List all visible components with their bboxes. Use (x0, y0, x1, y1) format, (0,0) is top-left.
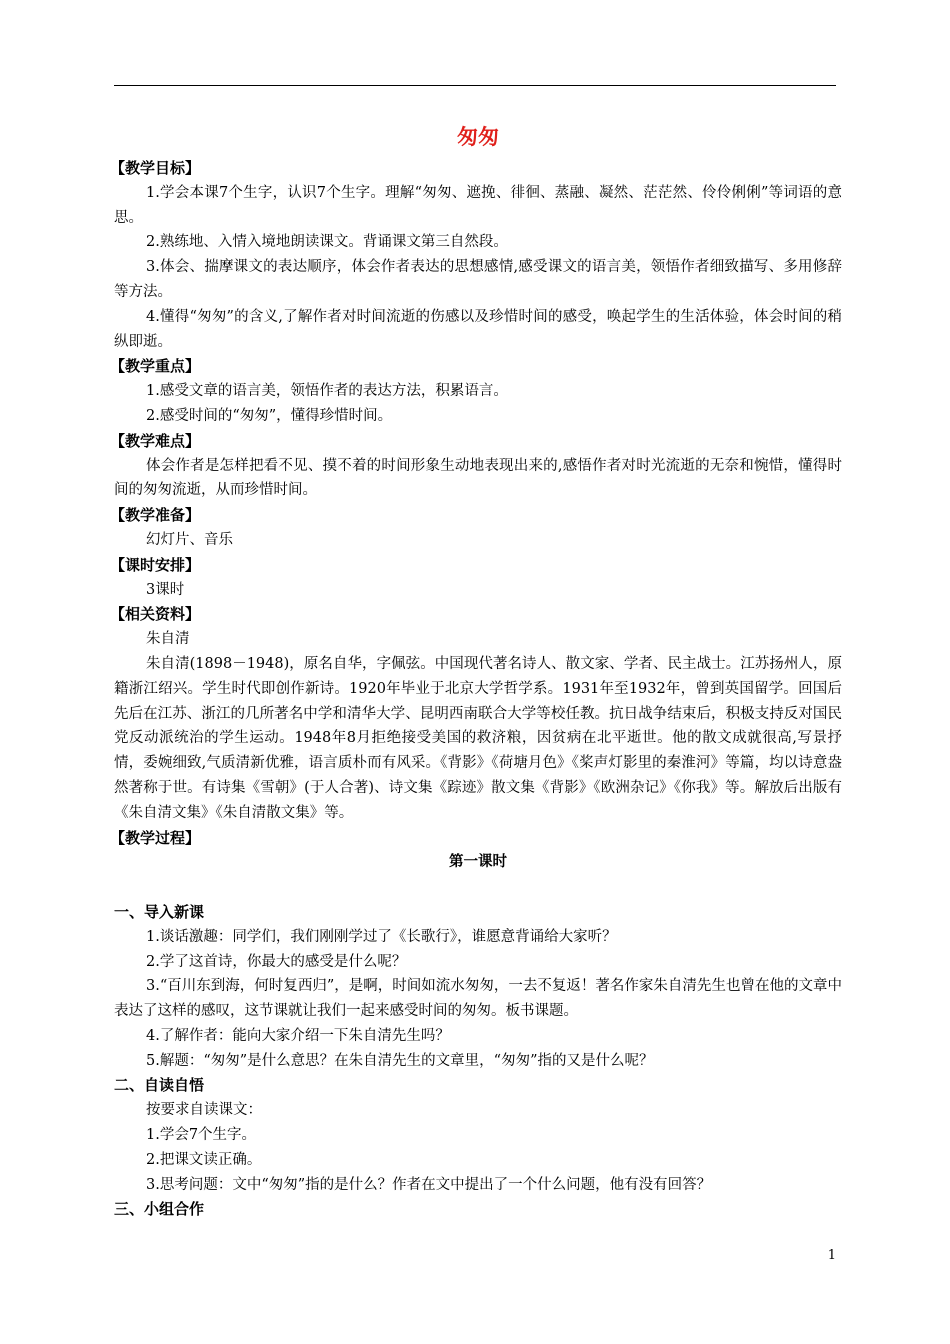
part-heading: 一、导入新课 (114, 902, 205, 921)
section-heading: 【相关资料】 (110, 605, 201, 624)
document-title: 匆匆 (457, 124, 499, 149)
process-heading: 【教学过程】 (110, 828, 201, 847)
part-heading: 三、小组合作 (114, 1200, 205, 1219)
section-materials (110, 602, 842, 825)
paragraph: 2.学了这首诗，你最大的感受是什么呢？ (146, 953, 407, 970)
section-heading: 【教学目标】 (110, 159, 201, 177)
section-objectives (110, 156, 842, 354)
paragraph: 1.学会本课7个生字，认识7个生字。理解“匆匆、遮挽、徘徊、蒸融、凝然、茫茫然、伶伶俐俐”等词语的意思。 (114, 184, 842, 226)
paragraph: 朱自清(1898－1948)，原名自华，字佩弦。中国现代著名诗人、散文家、学者、民主战士。江苏扬州人，原籍浙江绍兴。学生时代即创作新诗。1920年毕业于北京大学哲学系。1931年至1932年，曾到英国留学。回国后先后在江苏、浙江的几所著名中学和清华大学、昆明西南联合大学等校任教。抗日战争结束后，积极支持反对国民党反动派统治的学生运动。1948年8月拒绝接受美国的救济粮，因贫病在北平逝世。他的散文成就很高,写景抒情，委婉细致,气质清新优雅，语言质朴而有风采。《背影》《荷塘月色》《桨声灯影里的秦淮河》等篇，均以诗意盎然著称于世。有诗集《雪朝》(于人合著)、诗文集《踪迹》散文集《背影》《欧洲杂记》《你我》等。解放后出版有《朱自清文集》《朱自清散文集》等。 (114, 655, 842, 821)
paragraph: 按要求自读课文： (146, 1102, 262, 1119)
document-body (110, 118, 842, 1222)
paragraph: 4.懂得“匆匆”的含义,了解作者对时间流逝的伤感以及珍惜时间的感受，唤起学生的生活体验，体会时间的稍纵即逝。 (114, 308, 842, 350)
section-difficulties (110, 429, 842, 503)
paragraph: 体会作者是怎样把看不见、摸不着的时间形象生动地表现出来的,感悟作者对时光流逝的无奈和惋惜，懂得时间的匆匆流逝，从而珍惜时间。 (114, 457, 842, 499)
paragraph: 5.解题：“匆匆”是什么意思？在朱自清先生的文章里，“匆匆”指的又是什么呢？ (146, 1052, 654, 1069)
paragraph: 1.感受文章的语言美，领悟作者的表达方法，积累语言。 (146, 383, 508, 400)
paragraph: 3.“百川东到海，何时复西归”，是啊，时间如流水匆匆，一去不复返！著名作家朱自清先生也曾在他的文章中表达了这样的感叹，这节课就让我们一起来感受时间的匆匆。板书课题。 (114, 978, 842, 1020)
paragraph: 2.熟练地、入情入境地朗读课文。背诵课文第三自然段。 (146, 234, 508, 251)
page-number: 1 (827, 1248, 836, 1263)
section-heading: 【课时安排】 (110, 555, 201, 574)
section-heading: 【教学准备】 (110, 506, 201, 525)
section-key-points (110, 354, 842, 428)
part-group-work (114, 1197, 842, 1222)
part-heading: 二、自读自悟 (114, 1076, 205, 1095)
part-intro (114, 900, 842, 1074)
section-heading: 【教学重点】 (110, 357, 201, 376)
section-heading: 【教学难点】 (110, 431, 201, 450)
paragraph: 2.把课文读正确。 (146, 1151, 262, 1168)
paragraph: 4.了解作者：能向大家介绍一下朱自清先生吗？ (146, 1027, 450, 1044)
lesson-title: 第一课时 (449, 853, 507, 871)
section-schedule (110, 553, 842, 603)
paragraph: 3课时 (146, 581, 185, 598)
paragraph: 1.学会7个生字。 (146, 1127, 257, 1144)
header-rule (114, 85, 836, 86)
paragraph: 1.谈话激趣：同学们，我们刚刚学过了《长歌行》，谁愿意背诵给大家听？ (146, 928, 617, 945)
paragraph: 3.体会、揣摩课文的表达顺序，体会作者表达的思想感情,感受课文的语言美，领悟作者细致描写、多用修辞等方法。 (114, 259, 842, 300)
paragraph: 2.感受时间的“匆匆”，懂得珍惜时间。 (146, 407, 393, 424)
paragraph: 3.思考问题：文中“匆匆”指的是什么？作者在文中提出了一个什么问题，他有没有回答？ (146, 1176, 712, 1193)
part-self-reading (114, 1073, 842, 1197)
paragraph: 朱自清 (146, 631, 190, 648)
section-preparation (110, 503, 842, 553)
paragraph: 幻灯片、音乐 (146, 531, 233, 548)
